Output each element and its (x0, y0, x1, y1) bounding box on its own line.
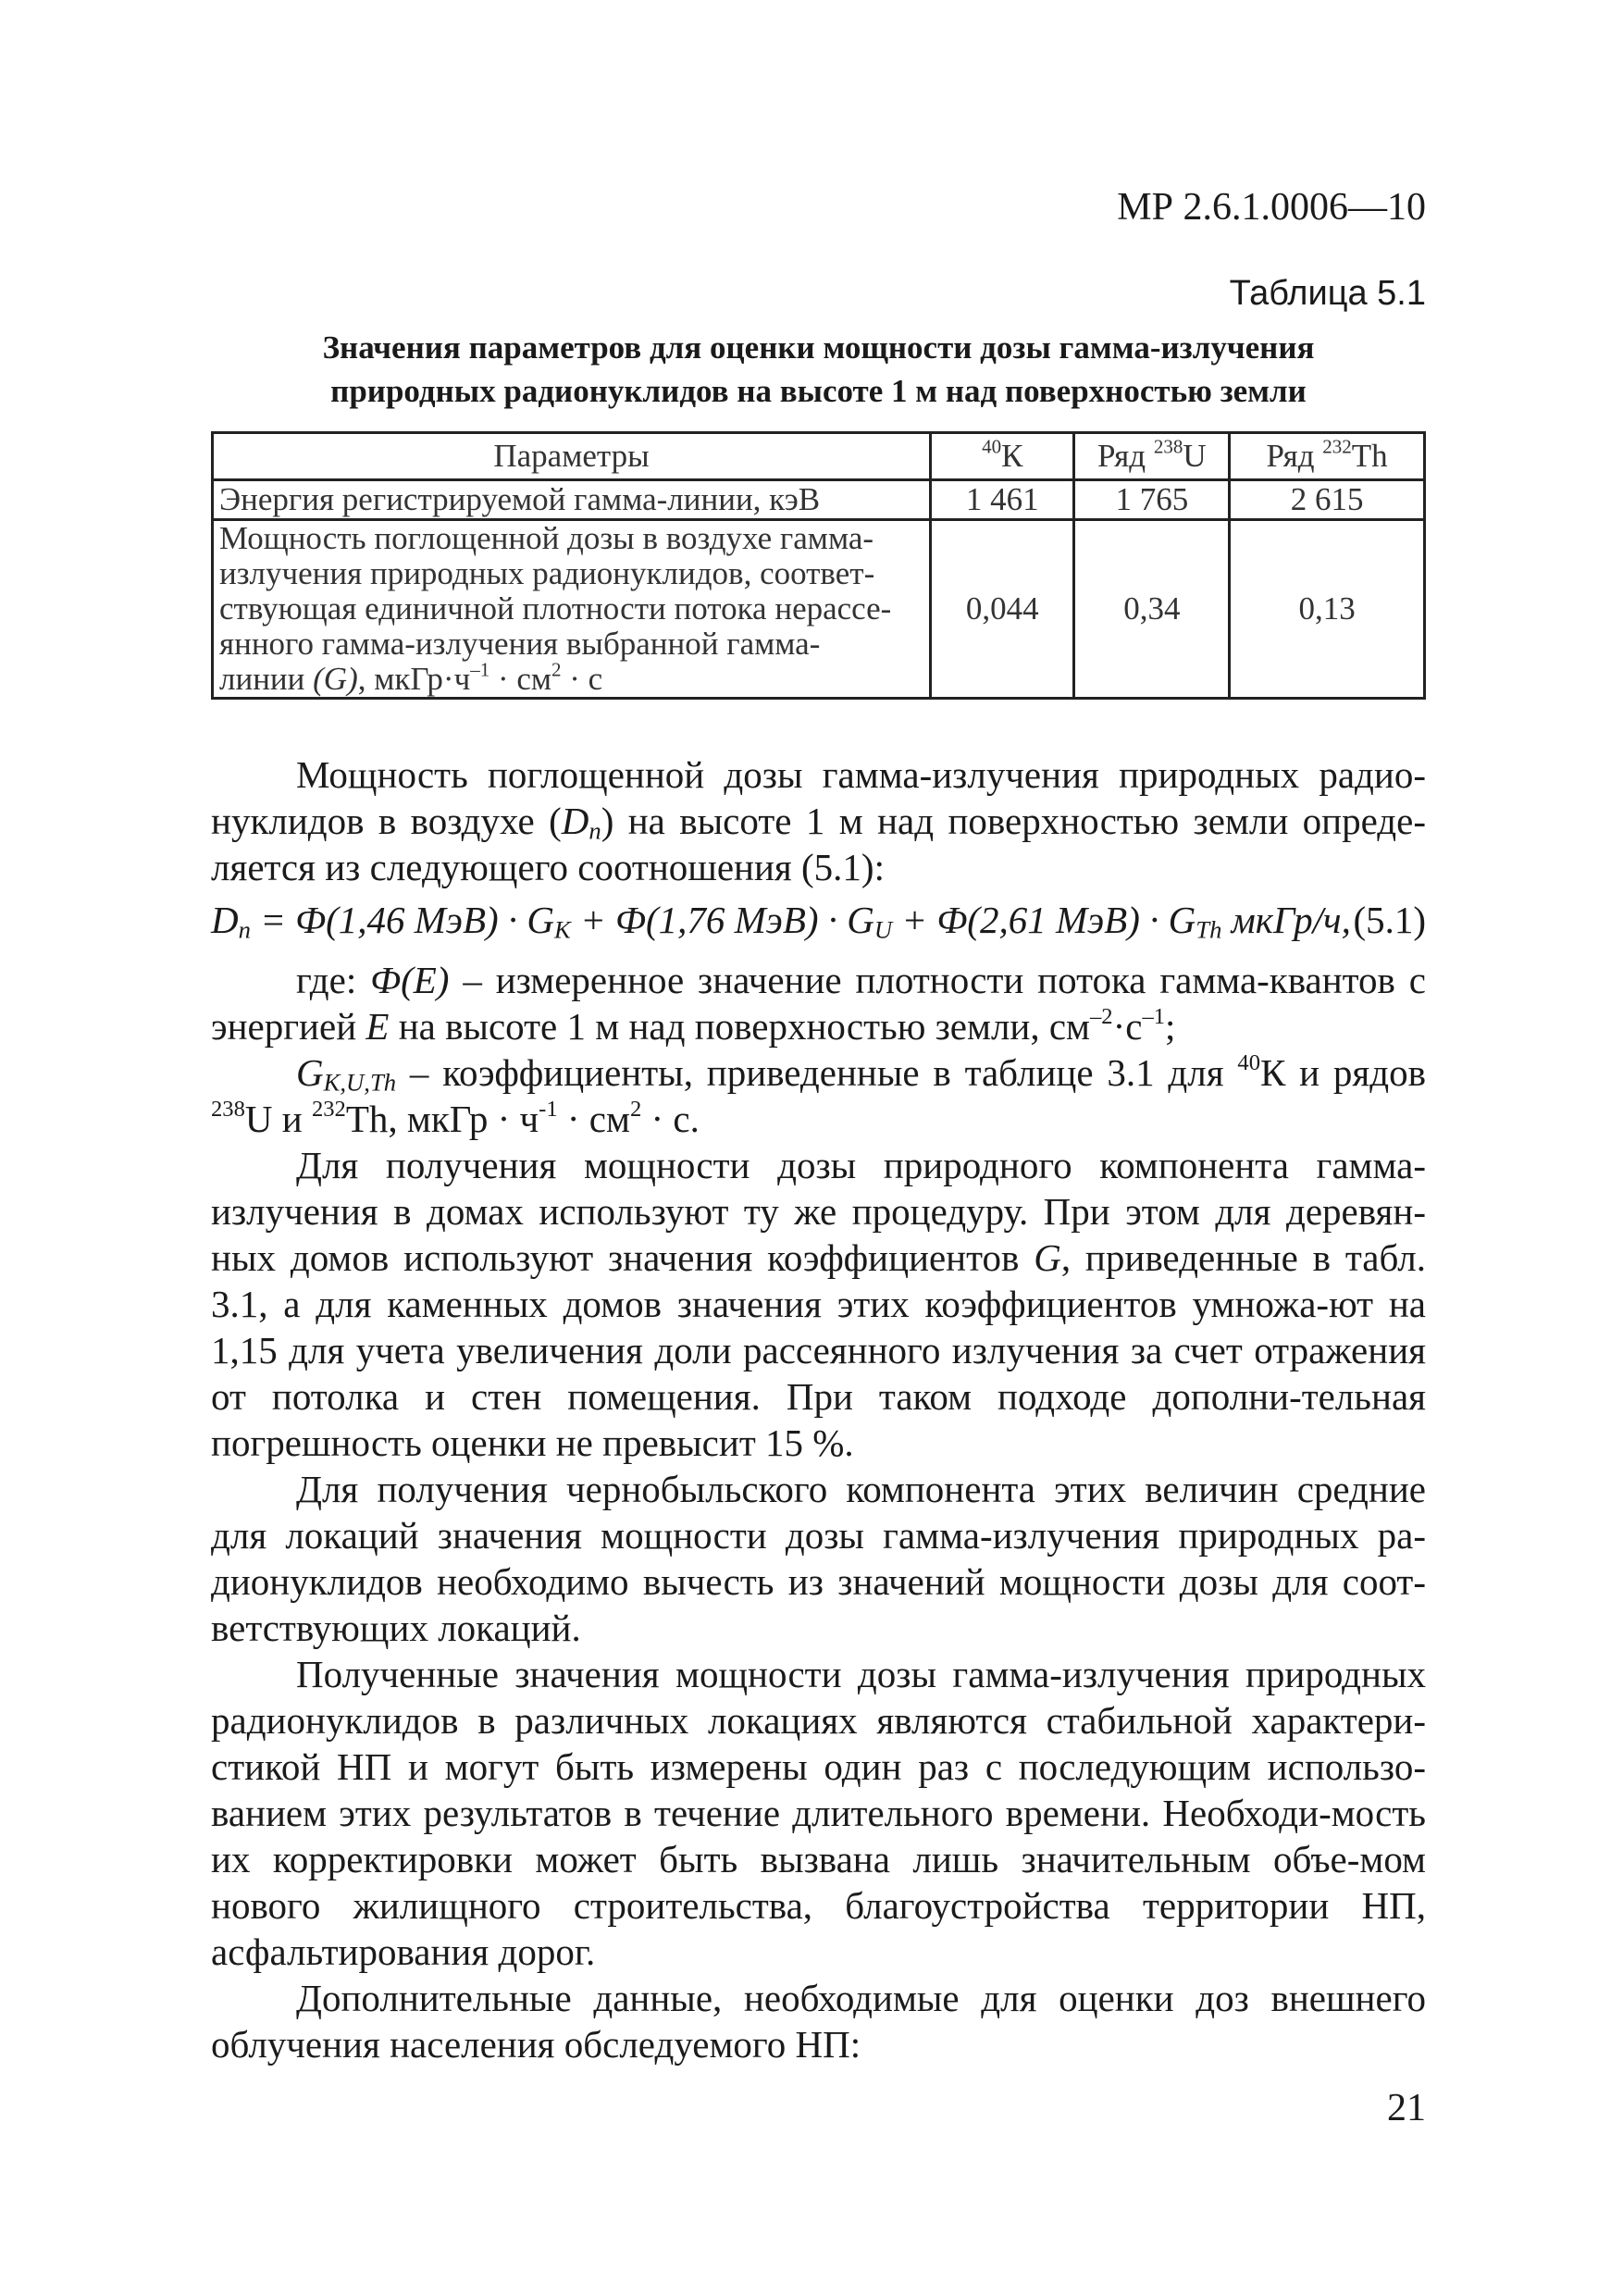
table-header-row (213, 433, 1425, 480)
table-row (213, 480, 1425, 520)
paragraph-additional: Дополнительные данные, необходимые для оценки доз внешнего облучения населения обследуемого НП: (211, 1977, 1426, 2066)
row-dose-th: 0,13 (1230, 520, 1425, 699)
paragraph-chernobyl: Для получения чернобыльского компонента этих величин средние для локаций значения мощности дозы гамма-излучения природных ра-дионуклидов необходимо вычесть из значений мощности дозы для соот-ветствующих локаций. (211, 1468, 1426, 1649)
row-dose-u: 0,34 (1074, 520, 1230, 699)
table-title-line-1: Значения параметров для оценки мощности дозы гамма-излучения (322, 329, 1315, 366)
row-dose-label: Мощность поглощенной дозы в воздухе гамма- излучения природных радионуклидов, соответ- ствующая единичной плотности потока нерассе- янного гамма-излучения выбранной гамма- линии (G), $мкГр\cdot ч^{-1} \cdot см^2 \cdot с$ (213, 520, 931, 699)
page-number: 21 (1387, 2087, 1426, 2129)
header-k40: $^{40}$К (931, 433, 1074, 480)
paragraph-houses: Для получения мощности дозы природного компонента гамма-излучения в домах используют ту же процедуру. При этом для деревян-ных домов используют значения коэффициентов G, приведенные в табл. 3.1, а для каменных домов значения этих коэффициентов умножа-ют на 1,15 для учета увеличения доли рассеянного излучения за счет отражения от потолка и стен помещения. При таком подходе дополни-тельная погрешность оценки не превысит 15 %. (211, 1144, 1427, 1464)
where-definition: где: Ф(E) – измеренное значение плотности потока гамма-квантов с энергией E на высоте 1 м над поверхностью земли, $см^{-2}\cdot с^{-1}$; (211, 959, 1426, 1048)
paragraph-stability: Полученные значения мощности дозы гамма-излучения природных радионуклидов в различных локациях являются стабильной характери-стикой НП и могут быть измерены один раз с последующим использо-ванием этих результатов в течение длительного времени. Необходи-мость их корректировки может быть вызвана лишь значительным объе-мом нового жилищного строительства, благоустройства территории НП, асфальтирования дорог. (211, 1653, 1426, 1973)
coefficients-definition: $G_{K,U,Th}$ – коэффициенты, приведенные в таблице 3.1 для $^{40}$К и рядов $^{238}$U и $^{232}$Th, мкГр · $ч^{-1} \cdot см^2 \cdot с$. (211, 1049, 1426, 1140)
table-label: Таблица 5.1 (1229, 274, 1426, 313)
parameters-table (211, 431, 1426, 700)
table-title-line-2: природных радионуклидов на высоте 1 м над поверхностью земли (330, 373, 1307, 409)
row-energy-label: Энергия регистрируемой гамма-линии, кэВ (213, 480, 931, 520)
table-row (213, 520, 1425, 699)
header-u238: Ряд $^{238}$U (1074, 433, 1230, 480)
header-th232: Ряд $^{232}$Th (1230, 433, 1425, 480)
row-energy-k: 1 461 (931, 480, 1074, 520)
row-dose-k: 0,044 (931, 520, 1074, 699)
formula-5-1 (211, 898, 1426, 942)
row-energy-th: 2 615 (1230, 480, 1425, 520)
row-energy-u: 1 765 (1074, 480, 1230, 520)
formula-number: (5.1) (1353, 899, 1426, 941)
formula-expression: $D_n = Ф(1,46$ $МэВ) \cdot G_K + Ф(1,76$ $МэВ) \cdot G_U + Ф(2,61$ $МэВ) \cdot G_{Th}$ мкГр/ч, (211, 899, 1351, 944)
intro-paragraph: Мощность поглощенной дозы гамма-излучения природных радио-нуклидов в воздухе $(D_n)$ на высоте 1 м над поверхностью земли опреде-ляется из следующего соотношения (5.1): (211, 753, 1426, 888)
body-text (211, 957, 1426, 2067)
table-title (211, 326, 1426, 413)
header-parameters: Параметры (213, 433, 931, 480)
document-code: МР 2.6.1.0006—10 (1117, 186, 1426, 229)
